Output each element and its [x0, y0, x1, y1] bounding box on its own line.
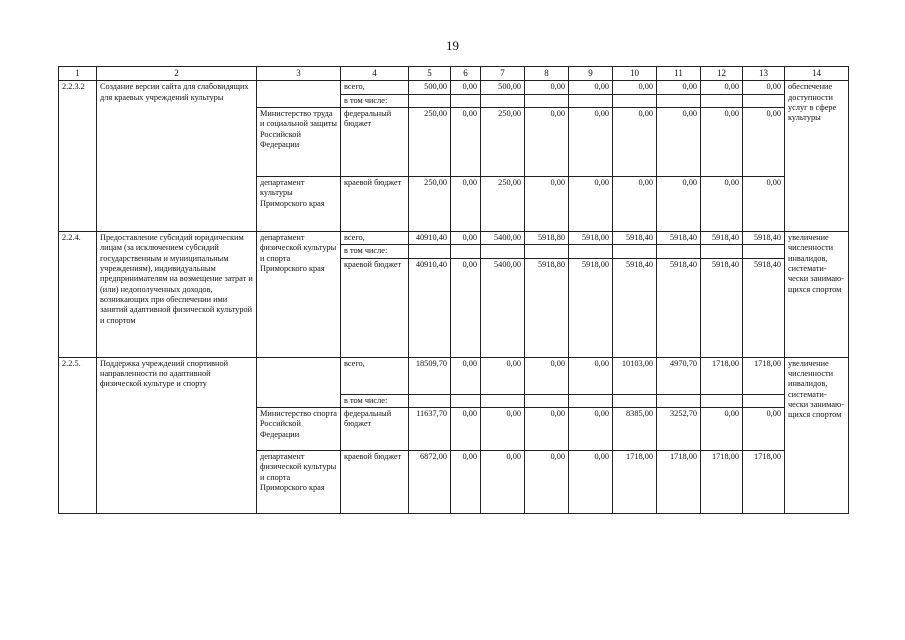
amount-cell: 0,00	[451, 107, 481, 176]
amount-cell: 0,00	[569, 357, 613, 394]
amount-cell	[525, 245, 569, 258]
column-number-9: 9	[569, 67, 613, 81]
amount-cell: 250,00	[409, 107, 451, 176]
amount-cell	[569, 394, 613, 407]
amount-cell: 250,00	[481, 176, 525, 231]
program-table	[58, 66, 849, 514]
amount-cell: 0,00	[701, 107, 743, 176]
item-code: 2.2.3.2	[59, 81, 97, 232]
amount-cell: 5918,40	[701, 231, 743, 244]
amount-cell	[613, 394, 657, 407]
amount-cell: 0,00	[701, 81, 743, 94]
amount-cell: 5400,00	[481, 258, 525, 357]
amount-cell: 3252,70	[657, 408, 701, 451]
amount-cell: 0,00	[451, 258, 481, 357]
amount-cell: 0,00	[451, 451, 481, 514]
amount-cell: 6872,00	[409, 451, 451, 514]
amount-cell: 0,00	[451, 408, 481, 451]
expected-result: обеспечение доступности услуг в сфере культуры	[785, 81, 849, 232]
amount-cell: 0,00	[613, 176, 657, 231]
item-code: 2.2.4.	[59, 231, 97, 357]
amount-cell: 5918,40	[743, 258, 785, 357]
source-label: всего,	[341, 357, 409, 394]
column-number-5: 5	[409, 67, 451, 81]
item-code: 2.2.5.	[59, 357, 97, 513]
column-number-4: 4	[341, 67, 409, 81]
amount-cell	[451, 94, 481, 107]
amount-cell: 0,00	[657, 107, 701, 176]
amount-cell: 1718,00	[657, 451, 701, 514]
column-number-2: 2	[97, 67, 257, 81]
amount-cell: 1718,00	[743, 451, 785, 514]
amount-cell: 10103,00	[613, 357, 657, 394]
amount-cell	[451, 394, 481, 407]
amount-cell	[701, 245, 743, 258]
amount-cell	[481, 245, 525, 258]
amount-cell	[409, 94, 451, 107]
amount-cell: 0,00	[451, 81, 481, 94]
executor-cell: департамент культуры Приморского края	[257, 176, 341, 231]
amount-cell: 250,00	[481, 107, 525, 176]
expected-result: увеличение численности инвалидов, системати-чески занимаю-щихся спортом	[785, 231, 849, 357]
amount-cell	[525, 94, 569, 107]
amount-cell: 1718,00	[701, 451, 743, 514]
expected-result: увеличение численности инвалидов, системати-чески занимаю-щихся спортом	[785, 357, 849, 513]
amount-cell	[743, 394, 785, 407]
amount-cell: 1718,00	[701, 357, 743, 394]
amount-cell: 0,00	[451, 176, 481, 231]
amount-cell	[743, 94, 785, 107]
item-name: Создание версии сайта для слабовидящих для краевых учреждений культуры	[97, 81, 257, 232]
amount-cell: 250,00	[409, 176, 451, 231]
amount-cell: 1718,00	[743, 357, 785, 394]
amount-cell: 11637,70	[409, 408, 451, 451]
column-number-6: 6	[451, 67, 481, 81]
column-number-13: 13	[743, 67, 785, 81]
amount-cell	[657, 394, 701, 407]
amount-cell	[743, 245, 785, 258]
source-label: федеральный бюджет	[341, 107, 409, 176]
amount-cell	[481, 94, 525, 107]
amount-cell	[481, 394, 525, 407]
executor-cell: департамент физической культуры и спорта Приморского края	[257, 451, 341, 514]
source-label: в том числе:	[341, 394, 409, 407]
amount-cell: 5918,80	[525, 231, 569, 244]
amount-cell: 1718,00	[613, 451, 657, 514]
amount-cell	[613, 94, 657, 107]
amount-cell: 0,00	[481, 408, 525, 451]
amount-cell: 0,00	[743, 176, 785, 231]
amount-cell	[701, 394, 743, 407]
amount-cell: 0,00	[569, 81, 613, 94]
amount-cell: 0,00	[743, 408, 785, 451]
amount-cell: 0,00	[569, 408, 613, 451]
column-number-12: 12	[701, 67, 743, 81]
amount-cell: 5918,00	[569, 231, 613, 244]
table-row	[59, 357, 849, 394]
amount-cell: 0,00	[451, 357, 481, 394]
amount-cell: 0,00	[525, 107, 569, 176]
amount-cell: 18509,70	[409, 357, 451, 394]
amount-cell	[569, 94, 613, 107]
amount-cell: 0,00	[613, 81, 657, 94]
source-label: краевой бюджет	[341, 451, 409, 514]
amount-cell: 5918,40	[613, 231, 657, 244]
amount-cell: 0,00	[481, 451, 525, 514]
amount-cell: 0,00	[525, 81, 569, 94]
amount-cell: 0,00	[481, 357, 525, 394]
amount-cell: 0,00	[701, 176, 743, 231]
executor-cell: департамент физической культуры и спорта Приморского края	[257, 231, 341, 357]
column-number-row	[59, 67, 849, 81]
executor-cell: Министерство труда и социальной защиты Российской Федерации	[257, 107, 341, 176]
source-label: всего,	[341, 231, 409, 244]
column-number-10: 10	[613, 67, 657, 81]
amount-cell	[657, 94, 701, 107]
amount-cell	[409, 245, 451, 258]
amount-cell: 5400,00	[481, 231, 525, 244]
executor-cell	[257, 357, 341, 407]
item-name: Поддержка учреждений спортивной направленности по адаптивной физической культуре и спорту	[97, 357, 257, 513]
amount-cell: 0,00	[701, 408, 743, 451]
amount-cell: 0,00	[657, 81, 701, 94]
amount-cell: 5918,40	[743, 231, 785, 244]
source-label: всего,	[341, 81, 409, 94]
amount-cell: 5918,40	[657, 231, 701, 244]
source-label: федеральный бюджет	[341, 408, 409, 451]
amount-cell: 8385,00	[613, 408, 657, 451]
amount-cell	[657, 245, 701, 258]
amount-cell: 0,00	[743, 107, 785, 176]
source-label: в том числе:	[341, 245, 409, 258]
amount-cell: 40910,40	[409, 231, 451, 244]
amount-cell: 5918,40	[701, 258, 743, 357]
amount-cell: 0,00	[525, 176, 569, 231]
amount-cell	[451, 245, 481, 258]
amount-cell	[701, 94, 743, 107]
source-label: краевой бюджет	[341, 258, 409, 357]
amount-cell: 0,00	[613, 107, 657, 176]
amount-cell	[525, 394, 569, 407]
amount-cell: 40910,40	[409, 258, 451, 357]
column-number-1: 1	[59, 67, 97, 81]
page-number: 19	[446, 38, 459, 53]
amount-cell: 500,00	[409, 81, 451, 94]
amount-cell: 0,00	[657, 176, 701, 231]
amount-cell: 5918,40	[613, 258, 657, 357]
item-name: Предоставление субсидий юридическим лицам (за исключением субсидий государственным и муниципальным учреждениям), индивидуальным предпринимателям на возмещение затрат и (или) недополученных доходов, возникающих при обеспечении ими занятий адаптивной физической культурой и спортом	[97, 231, 257, 357]
source-label: в том числе:	[341, 94, 409, 107]
amount-cell: 5918,00	[569, 258, 613, 357]
column-number-8: 8	[525, 67, 569, 81]
amount-cell: 4970,70	[657, 357, 701, 394]
amount-cell: 0,00	[743, 81, 785, 94]
amount-cell: 5918,80	[525, 258, 569, 357]
amount-cell: 0,00	[569, 107, 613, 176]
executor-cell	[257, 81, 341, 108]
amount-cell: 0,00	[569, 176, 613, 231]
amount-cell: 0,00	[525, 408, 569, 451]
amount-cell	[613, 245, 657, 258]
amount-cell: 0,00	[451, 231, 481, 244]
column-number-7: 7	[481, 67, 525, 81]
amount-cell: 5918,40	[657, 258, 701, 357]
column-number-11: 11	[657, 67, 701, 81]
amount-cell: 0,00	[525, 451, 569, 514]
table-row	[59, 81, 849, 94]
amount-cell: 0,00	[569, 451, 613, 514]
table-row	[59, 231, 849, 244]
executor-cell: Министерство спорта Российской Федерации	[257, 408, 341, 451]
amount-cell: 0,00	[525, 357, 569, 394]
amount-cell	[569, 245, 613, 258]
amount-cell	[409, 394, 451, 407]
amount-cell: 500,00	[481, 81, 525, 94]
column-number-3: 3	[257, 67, 341, 81]
column-number-14: 14	[785, 67, 849, 81]
source-label: краевой бюджет	[341, 176, 409, 231]
